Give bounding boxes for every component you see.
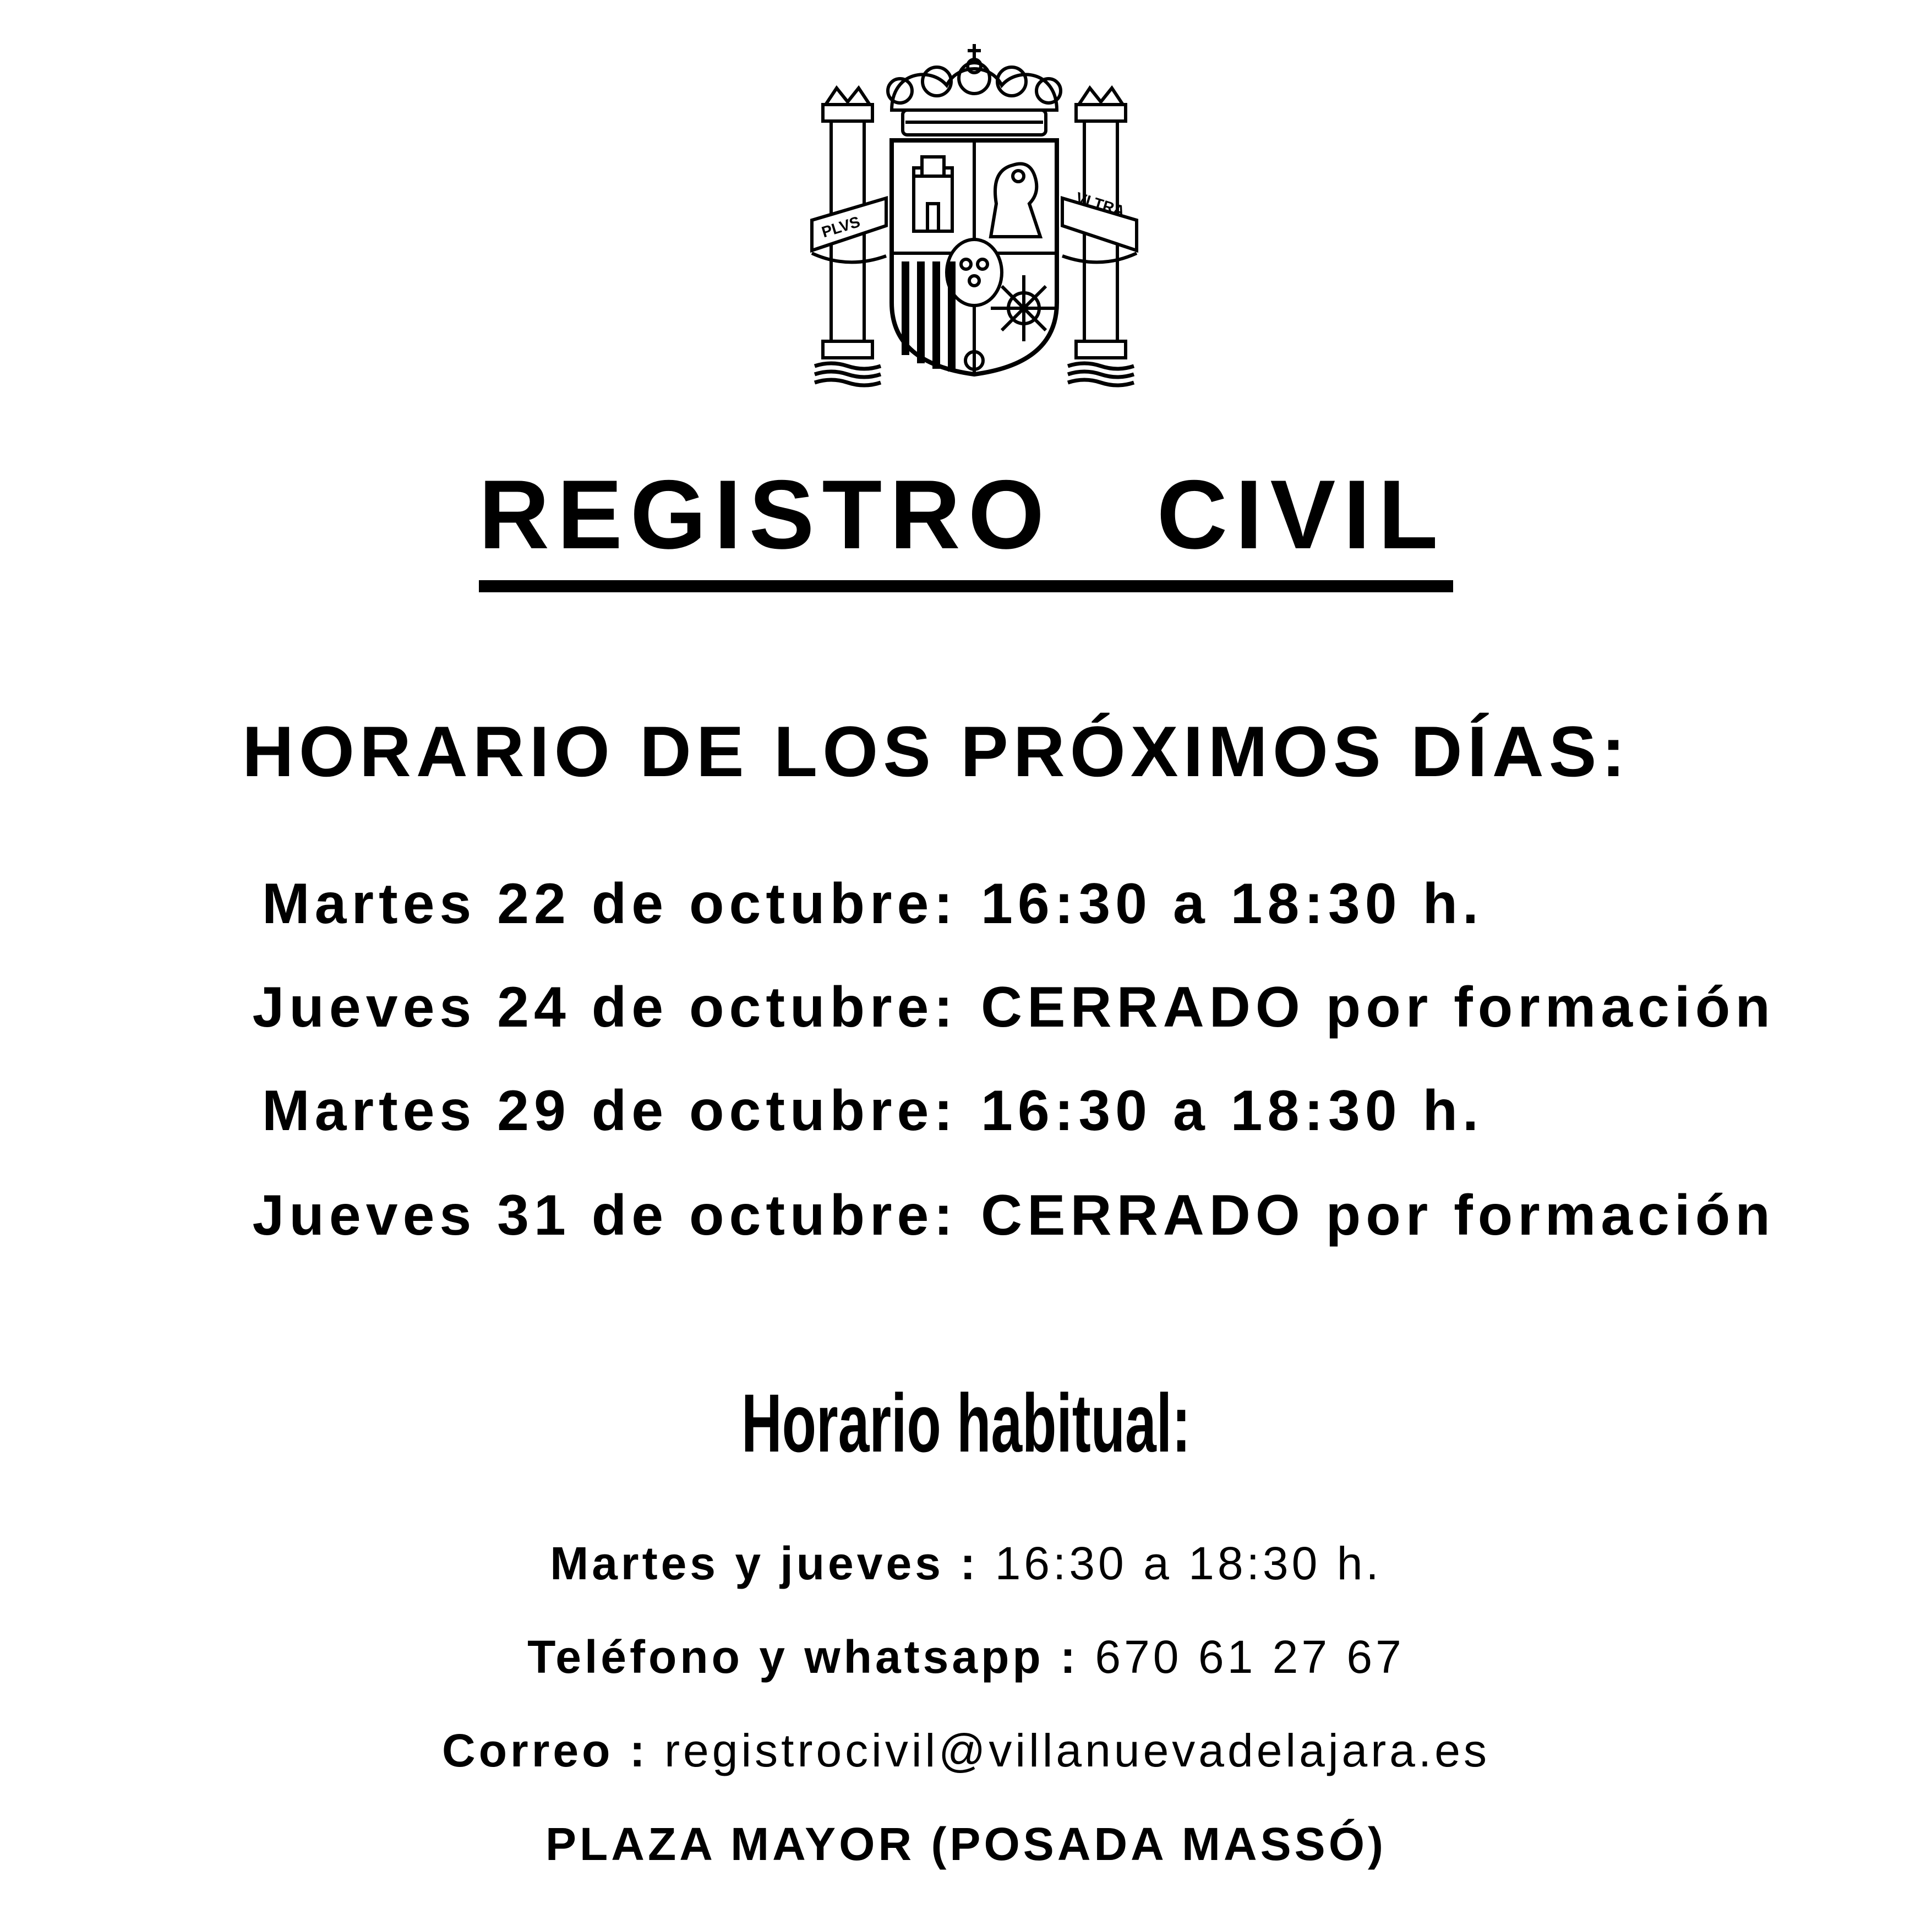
schedule-value: 16:30 a 18:30 h.	[981, 1079, 1483, 1143]
email-value: registrocivil@villanuevadelajara.es	[664, 1725, 1490, 1776]
spain-coat-of-arms-icon	[809, 39, 1139, 391]
page-title-text: REGISTRO CIVIL	[479, 457, 1454, 592]
schedule-day: Martes 22 de octubre:	[262, 872, 958, 936]
hours-value: 16:30 a 18:30 h.	[995, 1537, 1382, 1589]
page-title	[0, 457, 1932, 592]
habitual-heading-text: Horario habitual:	[741, 1377, 1191, 1469]
email-line	[0, 1723, 1932, 1778]
habitual-heading	[0, 1376, 1932, 1470]
phone-label: Teléfono y whatsapp :	[527, 1631, 1095, 1683]
email-label: Correo :	[442, 1725, 665, 1776]
hours-label: Martes y jueves :	[550, 1537, 995, 1589]
schedule-day: Jueves 24 de octubre:	[252, 975, 958, 1039]
schedule-day: Martes 29 de octubre:	[262, 1079, 958, 1143]
motto-left: PLVS	[820, 213, 863, 241]
phone-value: 670 61 27 67	[1095, 1631, 1405, 1683]
schedule-value: CERRADO por formación	[981, 975, 1775, 1039]
phone-line	[0, 1629, 1932, 1684]
hours-line	[0, 1536, 1932, 1591]
schedule-heading: HORARIO DE LOS PRÓXIMOS DÍAS:	[242, 711, 1630, 792]
address-line: PLAZA MAYOR (POSADA MASSÓ)	[545, 1818, 1387, 1870]
motto-right: VLTRA	[1073, 189, 1127, 220]
schedule-value: CERRADO por formación	[981, 1183, 1775, 1247]
schedule-day: Jueves 31 de octubre:	[252, 1183, 958, 1247]
schedule-value: 16:30 a 18:30 h.	[981, 872, 1483, 936]
